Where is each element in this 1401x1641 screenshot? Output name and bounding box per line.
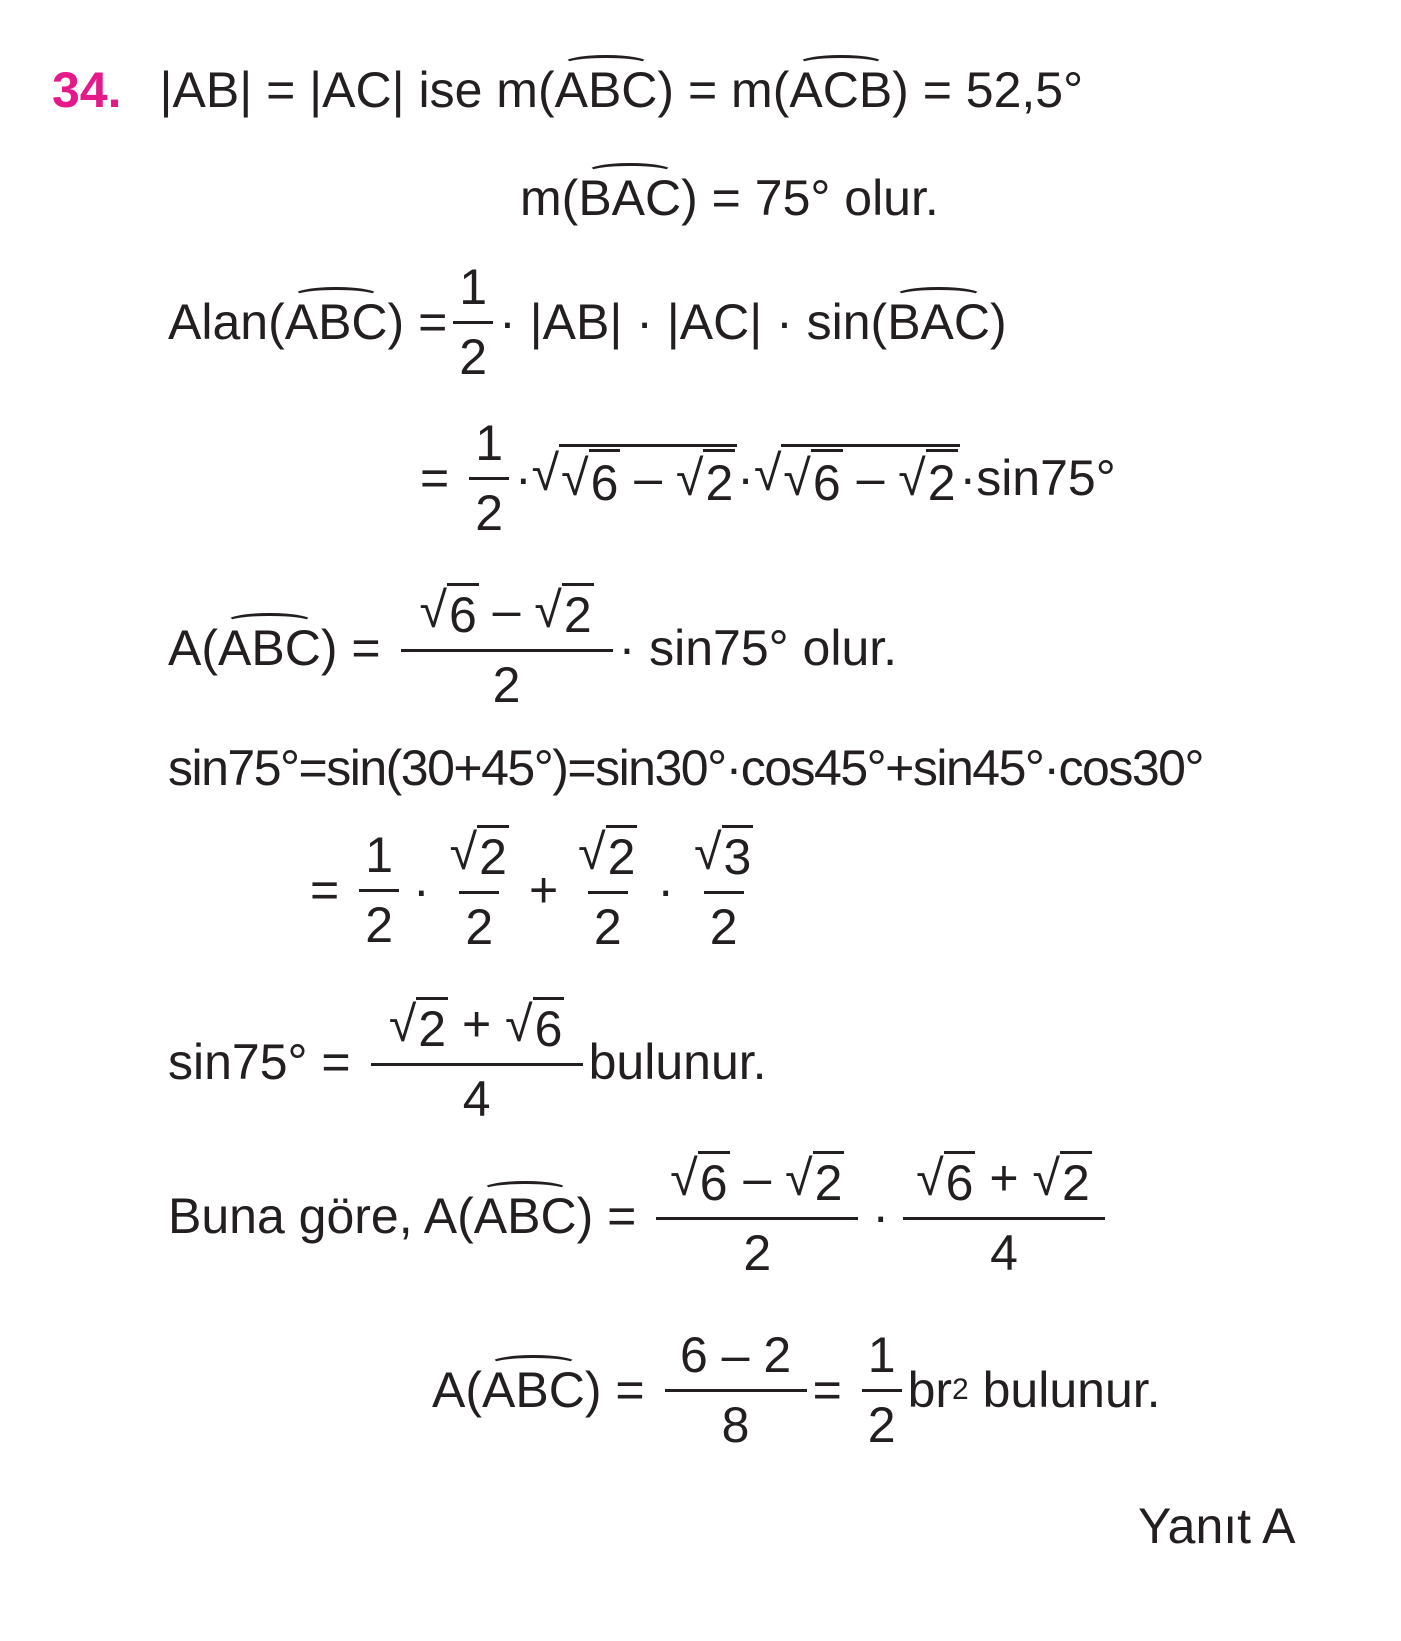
l4-tail: ·sin75° — [959, 450, 1116, 506]
line-1 — [52, 30, 1083, 150]
fraction-4: √ 3 2 — [694, 824, 752, 955]
l2-text-b: ) = 75° olur. — [681, 170, 939, 226]
l1-text-a: |AB| = |AC| ise m( — [159, 62, 555, 118]
l1-text-c: ) = 52,5° — [892, 62, 1084, 118]
sin75-expansion: sin75°=sin(30+45°)=sin30°·cos45°+sin45°·cos30° — [168, 740, 1203, 796]
l1-text-b: ) = m( — [657, 62, 790, 118]
angle-abc: ABC — [473, 1188, 577, 1244]
l5-text-c: · sin75° olur. — [618, 620, 898, 676]
problem-number: 34. — [52, 62, 122, 118]
angle-abc: ABC — [218, 620, 321, 676]
fraction-3: √ 2 2 — [578, 824, 636, 955]
line-6 — [168, 708, 1203, 828]
dot: · — [737, 450, 754, 506]
fraction-diff: √ 6 – √ 2 2 — [656, 1151, 858, 1281]
angle-acb: ACB — [789, 62, 893, 118]
line-9: Buna göre, A( ABC ) = √ 6 – √ 2 2 · √ 6 + √ 2 4 — [168, 1156, 1111, 1276]
angle-abc: ABC — [554, 62, 658, 118]
l3-text-a: Alan( — [168, 294, 285, 350]
answer-line — [1138, 1466, 1296, 1586]
angle-abc: ABC — [482, 1362, 585, 1418]
answer: Yanıt A — [1138, 1498, 1296, 1554]
angle-abc: ABC — [284, 294, 388, 350]
l3-text-e: ) — [990, 294, 1007, 350]
fraction-sum: √ 6 + √ 2 4 — [903, 1151, 1105, 1281]
fraction-2: √ 2 2 — [449, 824, 507, 955]
exponent: 2 — [952, 1373, 969, 1406]
fraction-half: $\frac{1}{2}$ — [469, 416, 509, 541]
line-2 — [520, 138, 939, 258]
l4-equals: = — [420, 450, 450, 506]
nested-root: √ √ 6 – √ 2 — [532, 444, 738, 512]
line-8: sin75° = √ 2 + √ 6 4 bulunur. — [168, 996, 767, 1127]
fraction-4-over-8: $\frac{6 - 2}{8}$ — [665, 1328, 807, 1453]
l2-text-a: m( — [520, 170, 579, 226]
dot: · — [515, 450, 532, 506]
line-10: A( ABC ) = $\frac{6 - 2}{8}$ = $\frac{1}{2}$ br 2 bulunur. — [432, 1326, 1161, 1453]
fraction-final-half: $\frac{1}{2}$ — [862, 1328, 902, 1453]
fraction-diff-over-2: √ 6 – √ 2 2 — [401, 583, 613, 713]
line-7: = $\frac{1}{2}$ · √ 2 2 + √ 2 2 · √ 3 2 — [310, 830, 765, 950]
line-5: A( ABC ) = √ 6 – √ 2 2 · sin75° olur. — [168, 582, 898, 713]
angle-bac: BAC — [578, 170, 682, 226]
line-4 — [420, 414, 1116, 541]
fraction-half: $\frac{1}{2}$ — [453, 260, 493, 385]
l3-text-c: · |AB| · |AC| · sin( — [499, 294, 888, 350]
fraction-sum-over-4: √ 2 + √ 6 4 — [371, 997, 583, 1127]
nested-root: √ √ 6 – √ 2 — [754, 444, 960, 512]
line-3 — [168, 258, 1007, 385]
l3-text-b: ) = — [387, 294, 448, 350]
fraction-1: $\frac{1}{2}$ — [359, 828, 399, 953]
angle-bac: BAC — [887, 294, 991, 350]
